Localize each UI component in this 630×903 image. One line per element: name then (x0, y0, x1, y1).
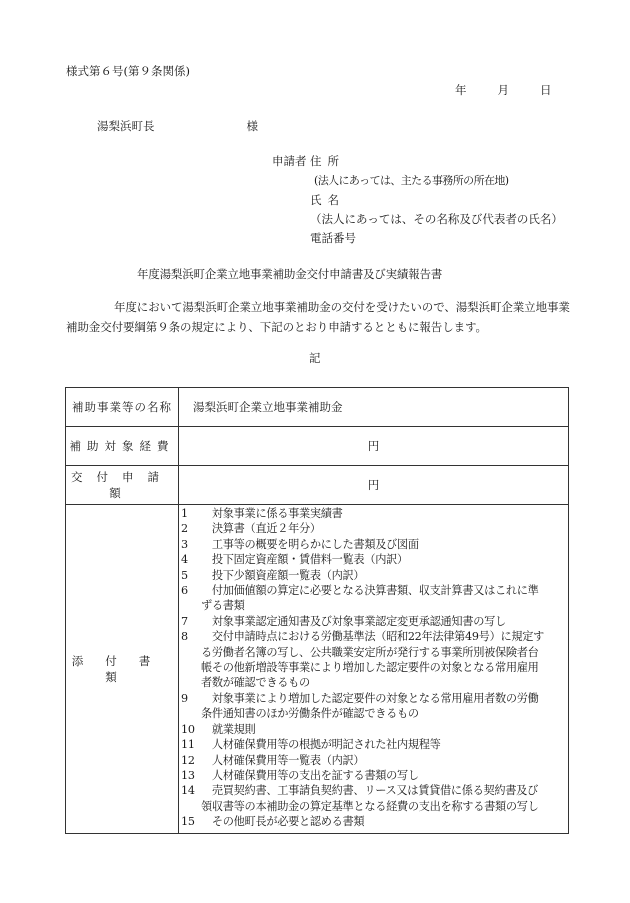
applicant-label: 申請者 (272, 154, 307, 168)
list-item-line: 工事等の概要を明らかにした書類及び図面 (201, 537, 419, 551)
list-item-number: 15 (181, 815, 195, 829)
addressee-suffix: 様 (246, 119, 258, 133)
list-item-text (201, 614, 568, 629)
list-item-line: る労働者名簿の写し、公共職業安定所が発行する事業所別被保険者台 (201, 645, 539, 659)
list-item-line: 対象事業により増加した認定要件の対象となる常用雇用者数の労働 (201, 691, 539, 705)
list-item (181, 783, 568, 814)
list-item-number: 11 (181, 738, 195, 752)
list-item-line: 決算書（直近２年分） (201, 522, 321, 536)
address-note: (法人にあっては、主たる事務所の所在地) (314, 174, 509, 187)
list-item (181, 737, 568, 752)
table-row (66, 505, 569, 834)
list-item-number: 6 (181, 584, 188, 598)
request-amount-value: 円 (179, 466, 569, 505)
list-item-text (201, 583, 568, 614)
list-item (181, 722, 568, 737)
list-item-line: 人材確保費用等一覧表（内訳） (201, 753, 365, 767)
list-item-text (201, 506, 568, 521)
list-item-number: 9 (181, 691, 188, 705)
phone-label: 電話番号 (310, 231, 356, 245)
date-year: 年 (455, 83, 467, 97)
list-item-number: 5 (181, 568, 188, 582)
name-note: （法人にあっては、その名称及び代表者の氏名） (310, 212, 563, 226)
list-item (181, 691, 568, 722)
table-row (66, 388, 569, 427)
eligible-cost-label-text: 補助対象経費 (69, 439, 175, 453)
list-item-number: 7 (181, 614, 188, 628)
project-name-value: 湯梨浜町企業立地事業補助金 (179, 388, 569, 427)
list-item-number: 10 (181, 722, 195, 736)
list-item-line: 投下少額資産額一覧表（内訳） (201, 568, 365, 582)
list-item-line: 領収書等の本補助金の算定基準となる経費の支出を称する書類の写し (201, 799, 539, 813)
attachments-list (179, 505, 569, 834)
list-item-number: 8 (181, 630, 188, 644)
list-item-text (201, 537, 568, 552)
table-row (66, 427, 569, 466)
list-item-line: その他町長が必要と認める書類 (201, 815, 365, 829)
list-item (181, 583, 568, 614)
list-item-text (201, 691, 568, 722)
list-item (181, 552, 568, 567)
ki-label: 記 (309, 351, 321, 365)
date-line (455, 82, 552, 98)
eligible-cost-label (66, 427, 179, 466)
address-label: 住所 (310, 154, 345, 168)
request-amount-label-text: 交付申請額 (71, 470, 173, 500)
list-item-line: 者数が確認できるもの (201, 676, 310, 690)
list-item-number: 3 (181, 537, 188, 551)
form-number: 様式第６号(第９条関係) (66, 64, 190, 78)
list-item-line: 投下固定資産額・賃借料一覧表（内訳） (201, 553, 408, 567)
addressee-name: 湯梨浜町長 (97, 119, 155, 133)
list-item-text (201, 568, 568, 583)
list-item-line: 人材確保費用等の支出を証する書類の写し (201, 768, 419, 782)
list-item (181, 568, 568, 583)
name-label: 氏名 (310, 193, 345, 207)
list-item (181, 629, 568, 691)
list-item-line: 売買契約書、工事請負契約書、リース又は賃貸借に係る契約書及び (201, 784, 538, 798)
eligible-cost-value: 円 (179, 427, 569, 466)
list-item-number: 14 (181, 784, 195, 798)
attachments-label (66, 505, 179, 834)
request-amount-label (66, 466, 179, 505)
list-item-line: 帳その他新増設等事業により増加した認定要件の対象となる常用雇用 (201, 661, 539, 675)
list-item (181, 537, 568, 552)
list-item-number: 13 (181, 768, 195, 782)
list-item (181, 506, 568, 521)
list-item-number: 4 (181, 553, 188, 567)
date-month: 月 (497, 83, 509, 97)
list-item-number: 12 (181, 753, 195, 767)
document-title: 年度湯梨浜町企業立地事業補助金交付申請書及び実績報告書 (137, 267, 443, 281)
date-day: 日 (540, 83, 552, 97)
list-item-text (201, 722, 568, 737)
list-item-text (201, 783, 568, 814)
project-name-label-text: 補助事業等の名称 (72, 400, 172, 414)
application-table (65, 387, 569, 834)
table-row (66, 466, 569, 505)
body-text: 年度において湯梨浜町企業立地事業補助金の交付を受けたいので、湯梨浜町企業立地事業補助金交付要綱第９条の規定により、下記のとおり申請するとともに報告します。 (66, 300, 570, 334)
list-item-line: 就業規則 (201, 722, 256, 736)
list-item-text (201, 521, 568, 536)
list-item-line: 付加価値額の算定に必要となる決算書類、収支計算書又はこれに準 (201, 584, 539, 598)
list-item (181, 753, 568, 768)
list-item-text (201, 768, 568, 783)
list-item-text (201, 753, 568, 768)
list-item-text (201, 737, 568, 752)
list-item-line: 交付申請時点における労働基準法（昭和22年法律第49号）に規定す (201, 630, 545, 644)
list-item (181, 814, 568, 829)
addressee (97, 118, 258, 134)
list-item-line: ずる書類 (201, 599, 245, 613)
attachments-label-text: 添付書類 (71, 654, 173, 684)
list-item-line: 条件通知書のほか労働条件が確認できるもの (201, 707, 419, 721)
list-item-number: 2 (181, 522, 188, 536)
list-item (181, 521, 568, 536)
list-item-line: 対象事業に係る事業実績書 (201, 507, 343, 520)
list-item (181, 614, 568, 629)
list-item (181, 768, 568, 783)
list-item-text (201, 814, 568, 829)
project-name-label (66, 388, 179, 427)
list-item-line: 対象事業認定通知書及び対象事業認定変更承認通知書の写し (201, 614, 506, 628)
list-item-text (201, 629, 568, 691)
list-item-text (201, 552, 568, 567)
list-item-number: 1 (181, 507, 188, 520)
list-item-line: 人材確保費用等の根拠が明記された社内規程等 (201, 738, 441, 752)
